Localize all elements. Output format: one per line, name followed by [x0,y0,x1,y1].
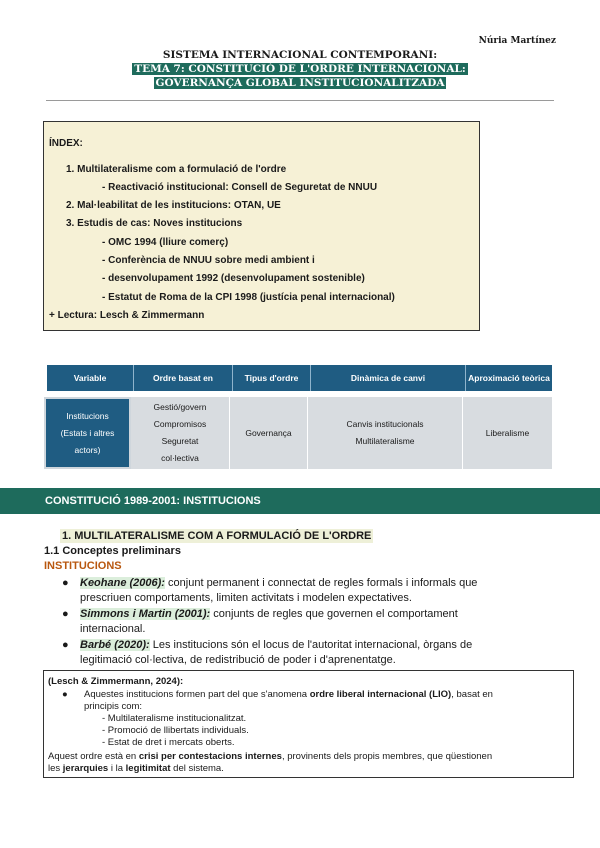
index-item: - OMC 1994 (lliure comerç) [102,237,229,248]
cell-aproximacio: Liberalisme [485,427,530,438]
heading-institucions: INSTITUCIONS [44,560,122,572]
heading-conceptes: 1.1 Conceptes preliminars [44,545,181,557]
lio-principle: - Estat de dret i mercats oberts. [102,737,235,748]
author-name: Núria Martínez [478,36,556,46]
bullet-icon: ● [62,689,68,700]
table-header [47,365,552,391]
cell-dinamica: Canvis institucionals Multilateralisme [308,397,463,469]
col-variable: Variable [47,365,134,391]
index-item: 3. Estudis de cas: Noves institucions [66,218,243,229]
definition-keohane: ● Keohane (2006): conjunt permanent i connectat de regles formals i informals que prescriuen comportaments, limiten activitats i modelen expectatives. [62,577,478,604]
definition-author: Barbé (2020): [80,639,150,651]
document-title [0,48,600,90]
definition-simmons: ● Simmons i Martin (2001): conjunts de regles que governen el comportament internacional. [62,608,458,635]
index-heading: ÍNDEX: [49,138,83,149]
col-ordre: Ordre basat en [134,365,233,391]
title-divider [46,100,554,101]
lio-citation: (Lesch & Zimmermann, 2024): [48,676,184,687]
index-item: - Estatut de Roma de la CPI 1998 (justícia penal internacional) [102,292,395,303]
cell-ordre: Gestió/govern Compromisos Seguretat col·lectiva [131,397,230,469]
index-item: 2. Mal·leabilitat de les institucions: OTAN, UE [66,200,281,211]
definition-barbe: ● Barbé (2020): Les institucions són el locus de l'autoritat internacional, òrgans de legitimació col·lectiva, de redistribució de poder i d'aprenentatge. [62,639,473,666]
col-tipus: Tipus d'ordre [233,365,311,391]
col-aproximacio: Aproximació teòrica [468,372,550,383]
lio-paragraph-1: Aquestes institucions formen part del que s'anomena ordre liberal internacional (LIO), basat en [84,689,493,700]
title-line-3: GOVERNANÇA GLOBAL INSTITUCIONALITZADA [155,77,445,89]
section-bar [0,488,600,514]
bullet-icon: ● [62,608,69,620]
cell-variable: Institucions (Estats i altres actors) [44,397,131,469]
col-dinamica: Dinàmica de canvi [311,365,466,391]
index-item: - Reactivació institucional: Consell de Seguretat de NNUU [102,182,378,193]
lio-paragraph-1b: principis com: [84,701,143,712]
heading-multilateralisme: 1. MULTILATERALISME COM A FORMULACIÓ DE L'ORDRE [62,530,372,542]
index-item: - Conferència de NNUU sobre medi ambient i [102,255,315,266]
title-line-1: SISTEMA INTERNACIONAL CONTEMPORANI: [162,49,438,61]
index-item: 1. Multilateralisme com a formulació de l'ordre [66,164,287,175]
lio-paragraph-3: les jerarquies i la legitimitat del sistema. [48,763,224,774]
index-item: - desenvolupament 1992 (desenvolupament sostenible) [102,273,365,284]
lio-principle: - Multilateralisme institucionalitzat. [102,713,247,724]
cell-tipus: Governança [230,397,308,469]
lio-principle: - Promoció de llibertats individuals. [102,725,249,736]
section-bar-title: CONSTITUCIÓ 1989-2001: INSTITUCIONS [45,495,261,507]
bullet-icon: ● [62,577,69,589]
index-box [43,121,480,331]
definition-author: Simmons i Martin (2001): [80,608,211,620]
bullet-icon: ● [62,639,69,651]
index-reading: + Lectura: Lesch & Zimmermann [49,310,205,321]
lio-box [43,670,574,778]
title-line-2: TEMA 7: CONSTITUCIÓ DE L'ORDRE INTERNACIONAL: [134,63,466,75]
table-row [44,397,552,469]
definition-author: Keohane (2006): [80,577,165,589]
lio-paragraph-2: Aquest ordre està en crisi per contestacions internes, provinents dels propis membres, que qüestionen [48,751,493,762]
